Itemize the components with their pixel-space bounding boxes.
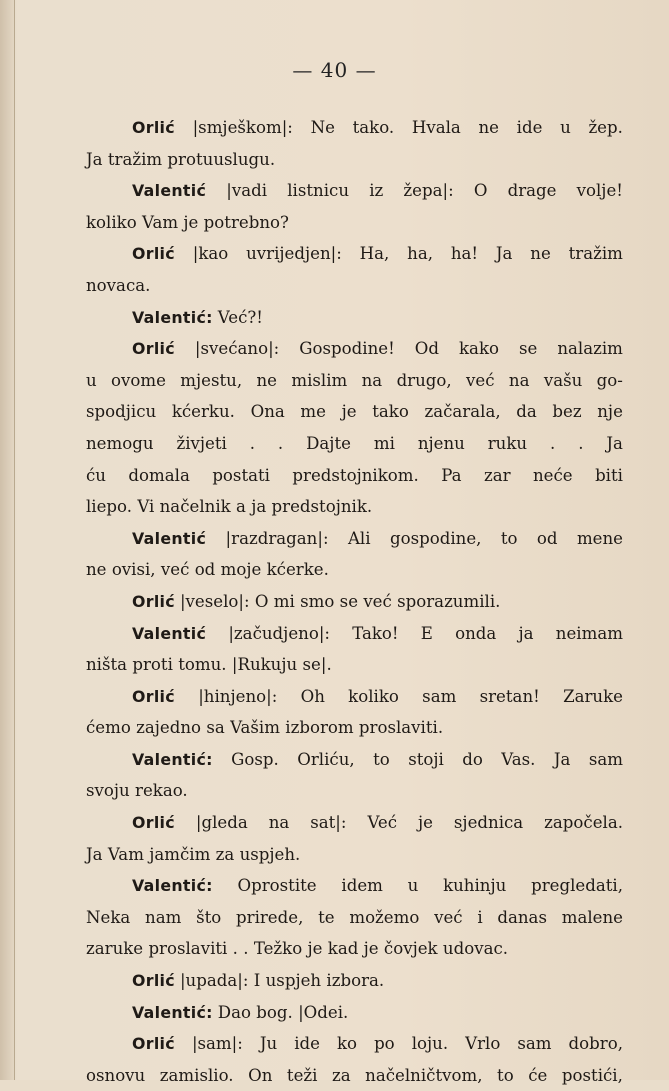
word: postići, [561,1065,623,1085]
word: Vrlo [465,1034,501,1054]
word: udovac. [442,939,509,959]
text-line [86,618,623,650]
word: ruku [487,433,528,453]
word: Zaruke [563,686,623,706]
word: nemogu [86,433,154,453]
word: Valentić [132,528,207,548]
word: na [508,370,530,390]
word: je [183,212,199,232]
word: ha! [450,244,479,264]
word: biti [595,465,623,485]
word: od [536,528,558,548]
word: Hvala [411,118,461,137]
word: |upada|: [179,971,249,991]
word: začarala, [424,402,501,422]
word: neimam [555,623,623,643]
word: to [500,528,518,548]
word: sjednica [453,813,524,833]
word: ovome [111,370,166,390]
word: će [528,1065,548,1085]
word: ne [478,118,499,137]
word: kad [327,939,359,959]
word: i [477,907,483,927]
word: se|. [302,655,332,675]
word: . [232,939,238,959]
word: ništa [86,655,128,675]
word: |vadi [226,181,268,201]
text-line [86,649,623,681]
word: tako. [352,118,395,137]
word: go- [596,370,623,390]
word: čovjek [383,939,438,959]
word: liepo. [86,497,133,517]
word: |veselo|: [179,591,250,611]
word: ja [251,497,267,517]
word: od [194,560,216,580]
word: za [332,1065,351,1085]
word: jamčim [149,844,211,864]
word: Orlić [132,244,175,264]
page-number: — 40 — [292,58,377,82]
word: ide [294,1034,320,1054]
word: do [462,749,483,769]
word: |svećano|: [194,339,280,359]
word: da [516,402,537,422]
word: neće [533,465,573,485]
word: Oprostite [237,876,317,896]
word: smo [300,591,335,611]
word: Ona [250,402,285,422]
word: Vi [137,497,155,517]
page-spine [0,0,15,1080]
word: koliko [348,686,399,706]
word: bez [552,402,582,422]
word: potrebno? [203,212,289,232]
word: sam [517,1034,552,1054]
word: |kao [192,244,229,264]
word: te [318,907,335,927]
word: proslaviti [148,939,228,959]
word: loju. [411,1034,449,1054]
word: spodjicu [86,402,157,422]
word: uspjeh [265,971,322,991]
word: a [235,497,246,517]
word: kćerku. [171,402,235,422]
word: sam [422,686,457,706]
text-line [86,1060,623,1091]
text-line [86,965,623,997]
word: je [307,939,323,959]
word: |Rukuju [231,655,298,675]
word: Valentić: [132,1002,213,1022]
word: Ali [347,528,371,548]
text-line [86,175,623,207]
word: zaruke [86,939,144,959]
word: Orlić [132,591,175,611]
word: Ja [86,149,103,169]
word: to [373,749,390,769]
word: započela. [544,813,623,833]
text-line [86,112,623,144]
word: Ja [495,244,513,264]
text-line [86,396,623,428]
word: tražim [568,244,623,264]
word: zar [483,465,511,485]
word: nje [597,402,623,422]
word: sa [206,718,225,738]
word: proslaviti. [358,718,444,738]
word: u [86,370,97,390]
word: uvrijedjen|: [246,244,342,264]
word: . [243,939,249,959]
word: proti [132,655,173,675]
word: |začudjeno|: [228,623,330,643]
text-line [86,586,623,618]
word: |Odei. [298,1002,349,1022]
word: Valentić: [132,876,213,896]
word: na [268,813,290,833]
text-line [86,1028,623,1060]
word: Ja [606,433,623,453]
word: ne [530,244,551,264]
word: Gospodine! [299,339,395,359]
word: zajedno [136,718,202,738]
word: živjeti [176,433,227,453]
text-line [86,870,623,902]
text-line [86,712,623,744]
word: . [249,433,256,453]
word: Ju [259,1034,278,1054]
word: |smješkom|: [192,118,293,137]
word: se [519,339,538,359]
text-line [86,775,623,807]
word: vašu [543,370,583,390]
word: I [253,971,261,991]
word: Valentić: [132,749,213,769]
play-dialogue-text [86,112,623,1091]
word: njenu [417,433,465,453]
word: Ne [310,118,335,137]
word: E [420,623,433,643]
word: O [473,181,488,201]
word: sporazumili. [397,591,501,611]
word: idem [341,876,383,896]
word: već [363,591,392,611]
word: malene [561,907,623,927]
word: Vam [142,212,179,232]
word: zamislio. [159,1065,234,1085]
word: kćerke. [266,560,329,580]
word: ne [86,560,107,580]
text-line [86,302,623,334]
text-line [86,238,623,270]
word: |sam|: [191,1034,243,1054]
word: sat|: [310,813,347,833]
word: kuhinju [443,876,507,896]
word: ne [256,370,278,390]
word: izbora. [326,971,385,991]
text-line [86,681,623,713]
text-line [86,270,623,302]
word: ja [518,623,534,643]
word: to [497,1065,514,1085]
word: protuuslugu. [167,149,276,169]
word: nalazim [557,339,623,359]
word: je [363,939,379,959]
word: Orlić [132,971,175,991]
word: svoju [86,781,130,801]
text-line [86,744,623,776]
word: Već [367,813,398,833]
text-line [86,554,623,586]
word: se [339,591,359,611]
word: kako [459,339,499,359]
word: bog. [256,1002,293,1022]
word: mislim [291,370,348,390]
word: što [196,907,222,927]
text-line [86,460,623,492]
word: nam [145,907,182,927]
word: mene [576,528,623,548]
word: Valentić: [132,307,213,327]
word: tako [372,402,409,422]
word: Težko [253,939,303,959]
word: prirede, [236,907,304,927]
word: predstojnikom. [292,465,419,485]
word: O [254,591,269,611]
word: |razdragan|: [225,528,329,548]
word: Vašim [230,718,280,738]
word: žep. [588,118,623,137]
text-line [86,333,623,365]
word: Oh [300,686,325,706]
word: tražim [107,149,163,169]
word: Od [414,339,439,359]
word: pregledati, [531,876,623,896]
word: tomu. [178,655,227,675]
word: Valentić [132,623,207,643]
word: Već?! [217,307,263,327]
word: rekao. [135,781,188,801]
word: me [300,402,326,422]
word: domala [128,465,190,485]
word: možemo [349,907,420,927]
word: načelnik [159,497,231,517]
word: načelničtvom, [365,1065,483,1085]
word: Orlić [132,339,175,359]
word: |gleda [195,813,248,833]
word: sretan! [479,686,540,706]
text-line [86,428,623,460]
word: Gosp. [231,749,279,769]
word: drugo, [396,370,452,390]
word: Tako! [352,623,399,643]
word: Orlić [132,686,175,706]
word: Ja [553,749,571,769]
word: u [407,876,419,896]
word: ha, [407,244,433,264]
word: predstojnik. [271,497,373,517]
word: listnicu [287,181,350,201]
text-line [86,807,623,839]
word: po [374,1034,395,1054]
text-line [86,839,623,871]
word: ću [86,465,106,485]
word: moje [220,560,262,580]
word: danas [497,907,547,927]
word: mjestu, [180,370,243,390]
text-line [86,207,623,239]
word: u [560,118,571,137]
word: dobro, [568,1034,623,1054]
word: On [248,1065,273,1085]
word: onda [455,623,497,643]
text-line [86,523,623,555]
word: mi [373,433,395,453]
word: izborom [285,718,354,738]
word: Pa [441,465,462,485]
word: ovisi, [111,560,156,580]
word: već [160,560,190,580]
text-line [86,365,623,397]
word: Orlić [132,1034,175,1054]
word: Ha, [359,244,390,264]
word: Neka [86,907,131,927]
word: Valentić [132,181,207,201]
word: |hinjeno|: [198,686,278,706]
word: već [434,907,463,927]
word: već [466,370,495,390]
text-line [86,902,623,934]
word: žepa|: [403,181,454,201]
word: Vam [107,844,144,864]
word: Dajte [306,433,351,453]
word: Orlić [132,118,175,137]
word: teži [286,1065,318,1085]
word: Vas. [501,749,536,769]
word: ko [337,1034,358,1054]
word: stoji [408,749,444,769]
word: ćemo [86,718,131,738]
word: za [215,844,235,864]
word: postati [212,465,270,485]
word: osnovu [86,1065,146,1085]
text-line [86,997,623,1029]
word: . [578,433,584,453]
word: ide [516,118,543,137]
word: novaca. [86,275,151,295]
text-line [86,933,623,965]
word: . [550,433,556,453]
word: uspjeh. [239,844,301,864]
word: Orliću, [297,749,355,769]
word: Orlić [132,813,175,833]
word: je [341,402,357,422]
word: mi [273,591,295,611]
word: Dao [217,1002,251,1022]
word: koliko [86,212,137,232]
word: . [277,433,284,453]
word: sam [588,749,623,769]
word: Ja [86,844,103,864]
word: na [361,370,383,390]
word: drage [507,181,557,201]
word: volje! [576,181,623,201]
word: gospodine, [389,528,482,548]
word: iz [369,181,384,201]
text-line [86,144,623,176]
text-line [86,491,623,523]
word: je [417,813,433,833]
